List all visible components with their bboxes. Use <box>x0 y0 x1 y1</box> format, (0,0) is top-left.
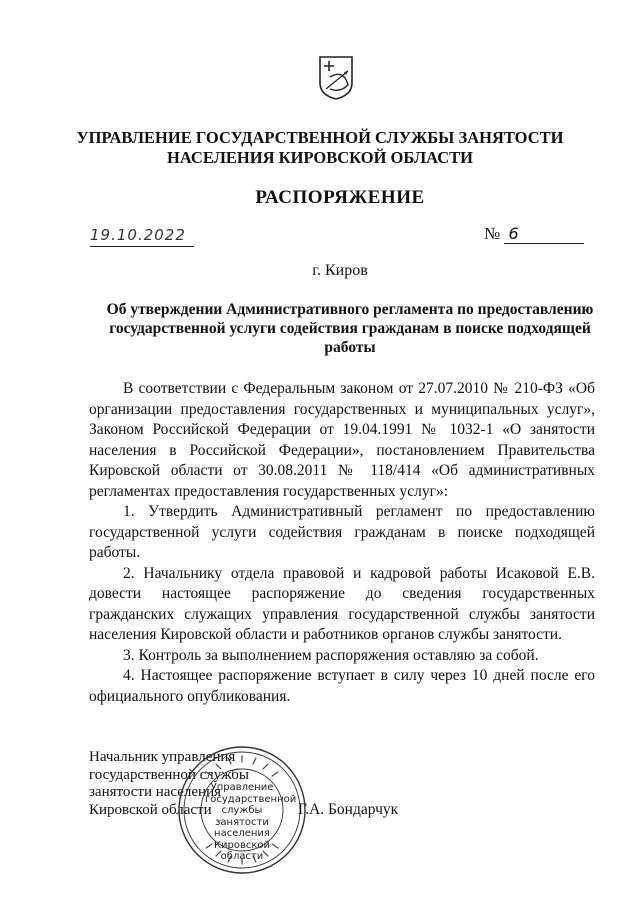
paragraph-item-2: 2. Начальнику отдела правовой и кадровой работы Исаковой Е.В. довести настоящее распоряжение до сведения государственных гражданских служащих управления государственной службы занятости населения Кировской области и работников органов службы занятости. <box>89 564 595 643</box>
document-number <box>484 224 584 244</box>
number-value: 6 <box>504 224 584 244</box>
paragraph-item-4: 4. Настоящее распоряжение вступает в силу через 10 дней после его официального опубликования. <box>89 667 595 705</box>
document-type: РАСПОРЯЖЕНИЕ <box>255 187 425 208</box>
document-body <box>89 379 595 707</box>
stamp-line: Управление <box>210 782 274 793</box>
stamp-text <box>205 782 297 863</box>
org-name-line2: НАСЕЛЕНИЯ КИРОВСКОЙ ОБЛАСТИ <box>167 148 473 167</box>
signatory-name: Г.А. Бондарчук <box>298 801 399 818</box>
stamp-line: государственной <box>205 793 297 805</box>
org-name-line1: УПРАВЛЕНИЕ ГОСУДАРСТВЕННОЙ СЛУЖБЫ ЗАНЯТОСТИ <box>76 128 564 147</box>
stamp-line: Кировской <box>213 839 271 851</box>
stamp-line: области <box>220 851 264 862</box>
position-line: занятости населения <box>89 784 222 800</box>
position-line: государственной службы <box>89 766 249 783</box>
position-line: Начальник управления <box>89 749 236 765</box>
position-line: Кировской области <box>89 801 212 818</box>
paragraph-item-1: 1. Утвердить Административный регламент по предоставлению государственной услуги содействия гражданам в поиске подходящей работы. <box>89 503 595 561</box>
document-date: 19.10.2022 <box>90 226 194 247</box>
number-sign: № <box>484 224 501 243</box>
stamp-line: населения <box>214 828 270 839</box>
document-subject: Об утверждении Административного регламента по предоставлению государственной услуги содействия гражданам в поиске подходящей работы <box>106 301 594 356</box>
stamp-line: службы занятости <box>215 805 269 828</box>
city: г. Киров <box>312 262 368 279</box>
paragraph-item-3: 3. Контроль за выполнением распоряжения оставляю за собой. <box>123 646 539 664</box>
paragraph-preamble: В соответствии с Федеральным законом от 27.07.2010 № 210-ФЗ «Об организации предоставления государственных и муниципальных услуг», Законом Российской Федерации от 19.04.1991 № 1032-1 «О занятости населения в Российской Федерации», постановлением Правительства Кировской области от 30.08.2011 № 118/414 «Об административных регламентах предоставления государственных услуг»: <box>89 380 595 500</box>
kirov-coat-of-arms-icon <box>318 55 354 101</box>
